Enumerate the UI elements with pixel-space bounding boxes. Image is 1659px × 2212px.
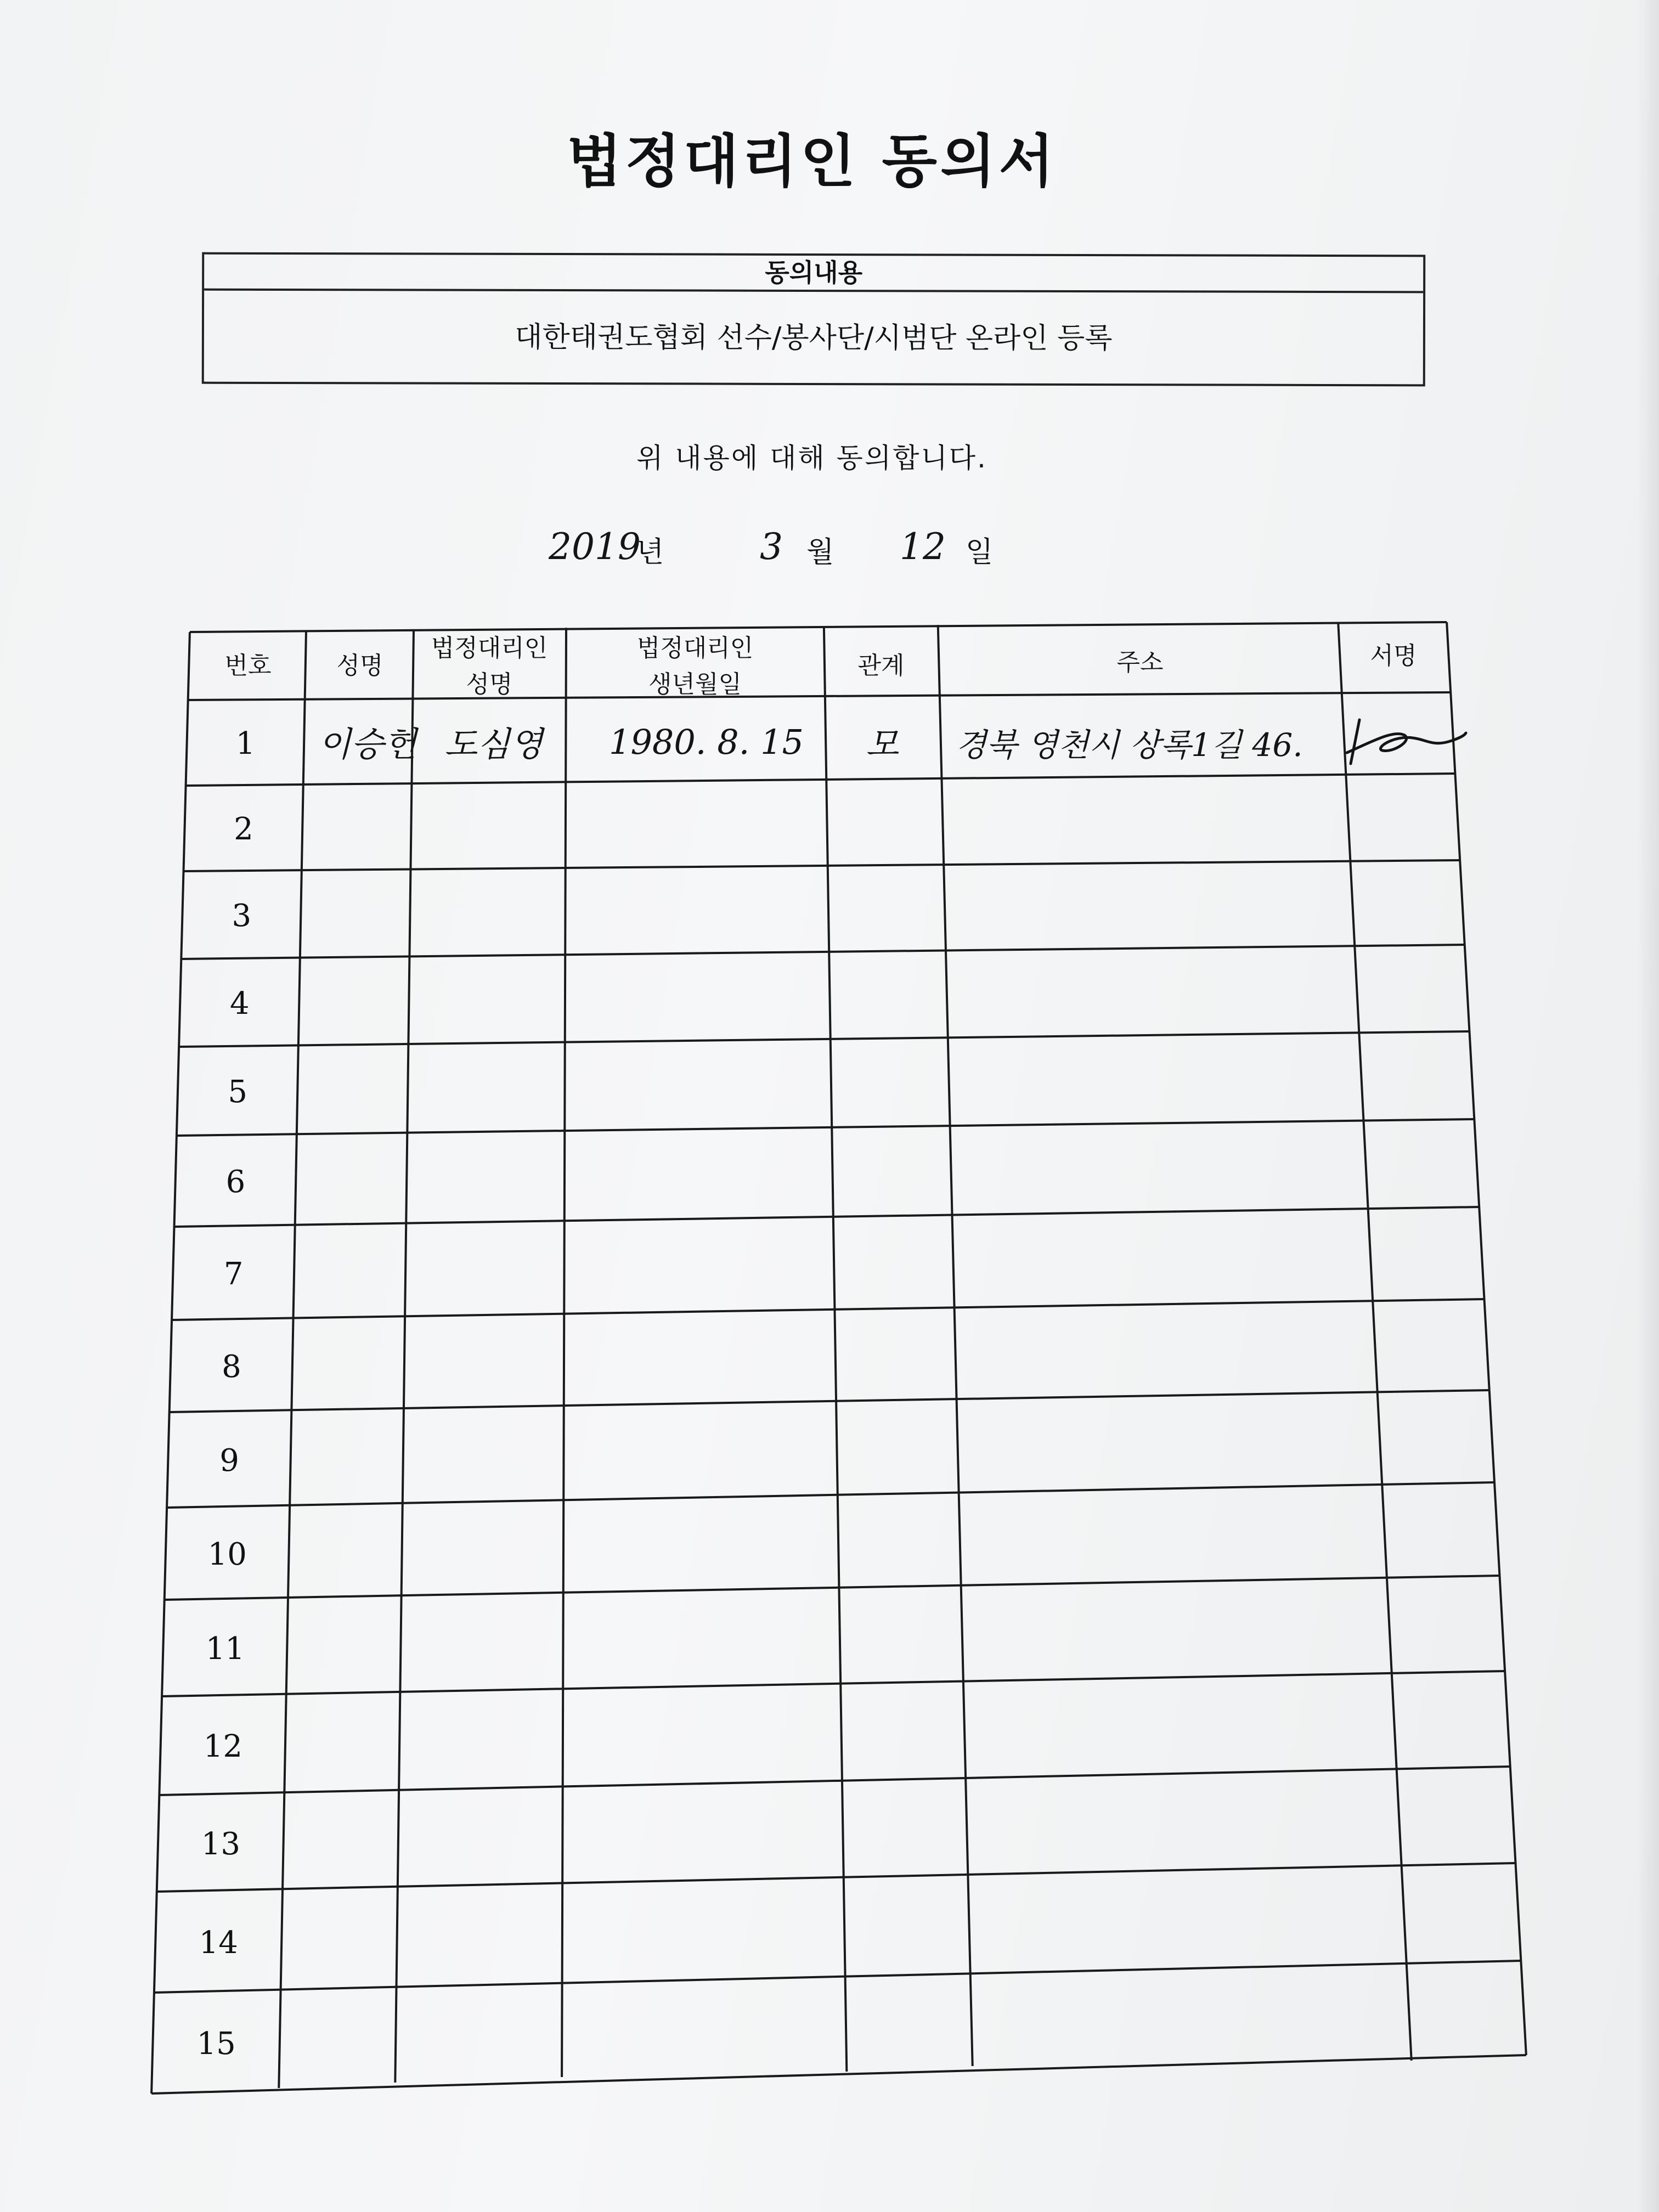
table-column-line	[151, 632, 190, 2094]
header-guardian-name-line1: 법정대리인	[431, 634, 548, 662]
row-number-15: 15	[196, 2026, 236, 2062]
row-number-7: 7	[223, 1256, 244, 1292]
date-day: 12	[900, 526, 946, 568]
row-number-2: 2	[234, 811, 253, 847]
row-number-6: 6	[225, 1164, 246, 1200]
table-row-line	[162, 1671, 1505, 1696]
table-row-line	[179, 1031, 1469, 1047]
table-row-line	[188, 692, 1451, 700]
header-name: 성명	[336, 652, 383, 680]
date-month: 3	[760, 526, 783, 568]
header-guardian-birth-line1: 법정대리인	[636, 634, 754, 662]
table-row-line	[174, 1207, 1480, 1227]
table-row-line	[184, 860, 1460, 871]
table-row-line	[181, 945, 1464, 959]
header-guardian-birth-line2: 생년월일	[648, 670, 742, 698]
table-row-line	[165, 1576, 1500, 1600]
table-row-line	[157, 1863, 1516, 1892]
row-number-11: 11	[205, 1631, 245, 1667]
table-row-line	[167, 1482, 1494, 1508]
table-column-line	[1447, 622, 1526, 2055]
table-row-line	[172, 1299, 1484, 1320]
row-number-4: 4	[229, 986, 250, 1022]
row-number-1: 1	[235, 726, 256, 761]
row-number-10: 10	[207, 1537, 247, 1572]
consent-heading: 동의내용	[204, 255, 1423, 294]
table-row-line	[151, 2055, 1526, 2094]
row1-address: 경북 영천시 상록1길 46.	[956, 726, 1303, 764]
table-row-line	[177, 1119, 1474, 1136]
row-number-14: 14	[199, 1925, 238, 1961]
table-row-line	[186, 774, 1455, 786]
row-number-13: 13	[201, 1826, 240, 1862]
table-column-line	[938, 625, 973, 2066]
date-year: 2019	[549, 526, 641, 568]
row1-guardian-name: 도심영	[444, 724, 543, 764]
date-month-unit: 월	[806, 536, 834, 569]
header-address: 주소	[1116, 648, 1164, 676]
table-column-line	[395, 629, 414, 2083]
row-number-12: 12	[203, 1729, 242, 1764]
agreement-sentence: 위 내용에 대해 동의합니다.	[636, 442, 988, 474]
table-row-line	[159, 1767, 1510, 1795]
date-year-unit: 년	[636, 536, 664, 569]
row1-relation: 모	[866, 724, 899, 764]
row-number-5: 5	[228, 1074, 247, 1110]
table-column-line	[279, 630, 306, 2088]
table-grid	[151, 622, 1526, 2094]
date-day-unit: 일	[966, 536, 994, 569]
row1-name: 이승헌	[318, 724, 417, 764]
row1-signature	[1347, 720, 1466, 764]
row-number-8: 8	[222, 1349, 241, 1385]
document-title: 법정대리인 동의서	[567, 128, 1057, 195]
row-number-9: 9	[219, 1443, 239, 1479]
table-column-line	[1338, 624, 1411, 2061]
table-row-line	[170, 1390, 1489, 1412]
header-relation: 관계	[857, 652, 905, 680]
table-row-line	[154, 1961, 1521, 1993]
row-numbers	[197, 726, 256, 2062]
header-guardian-name-line2: 성명	[466, 670, 513, 698]
table-column-line	[824, 627, 847, 2072]
row1-guardian-birth: 1980. 8. 15	[609, 722, 804, 762]
consent-text: 대한태권도협회 선수/봉사단/시범단 온라인 등록	[515, 320, 1113, 356]
table-row-line	[190, 622, 1447, 632]
table-column-line	[562, 628, 566, 2077]
row-number-3: 3	[232, 898, 252, 934]
header-number: 번호	[224, 652, 272, 680]
header-signature: 서명	[1370, 642, 1417, 670]
